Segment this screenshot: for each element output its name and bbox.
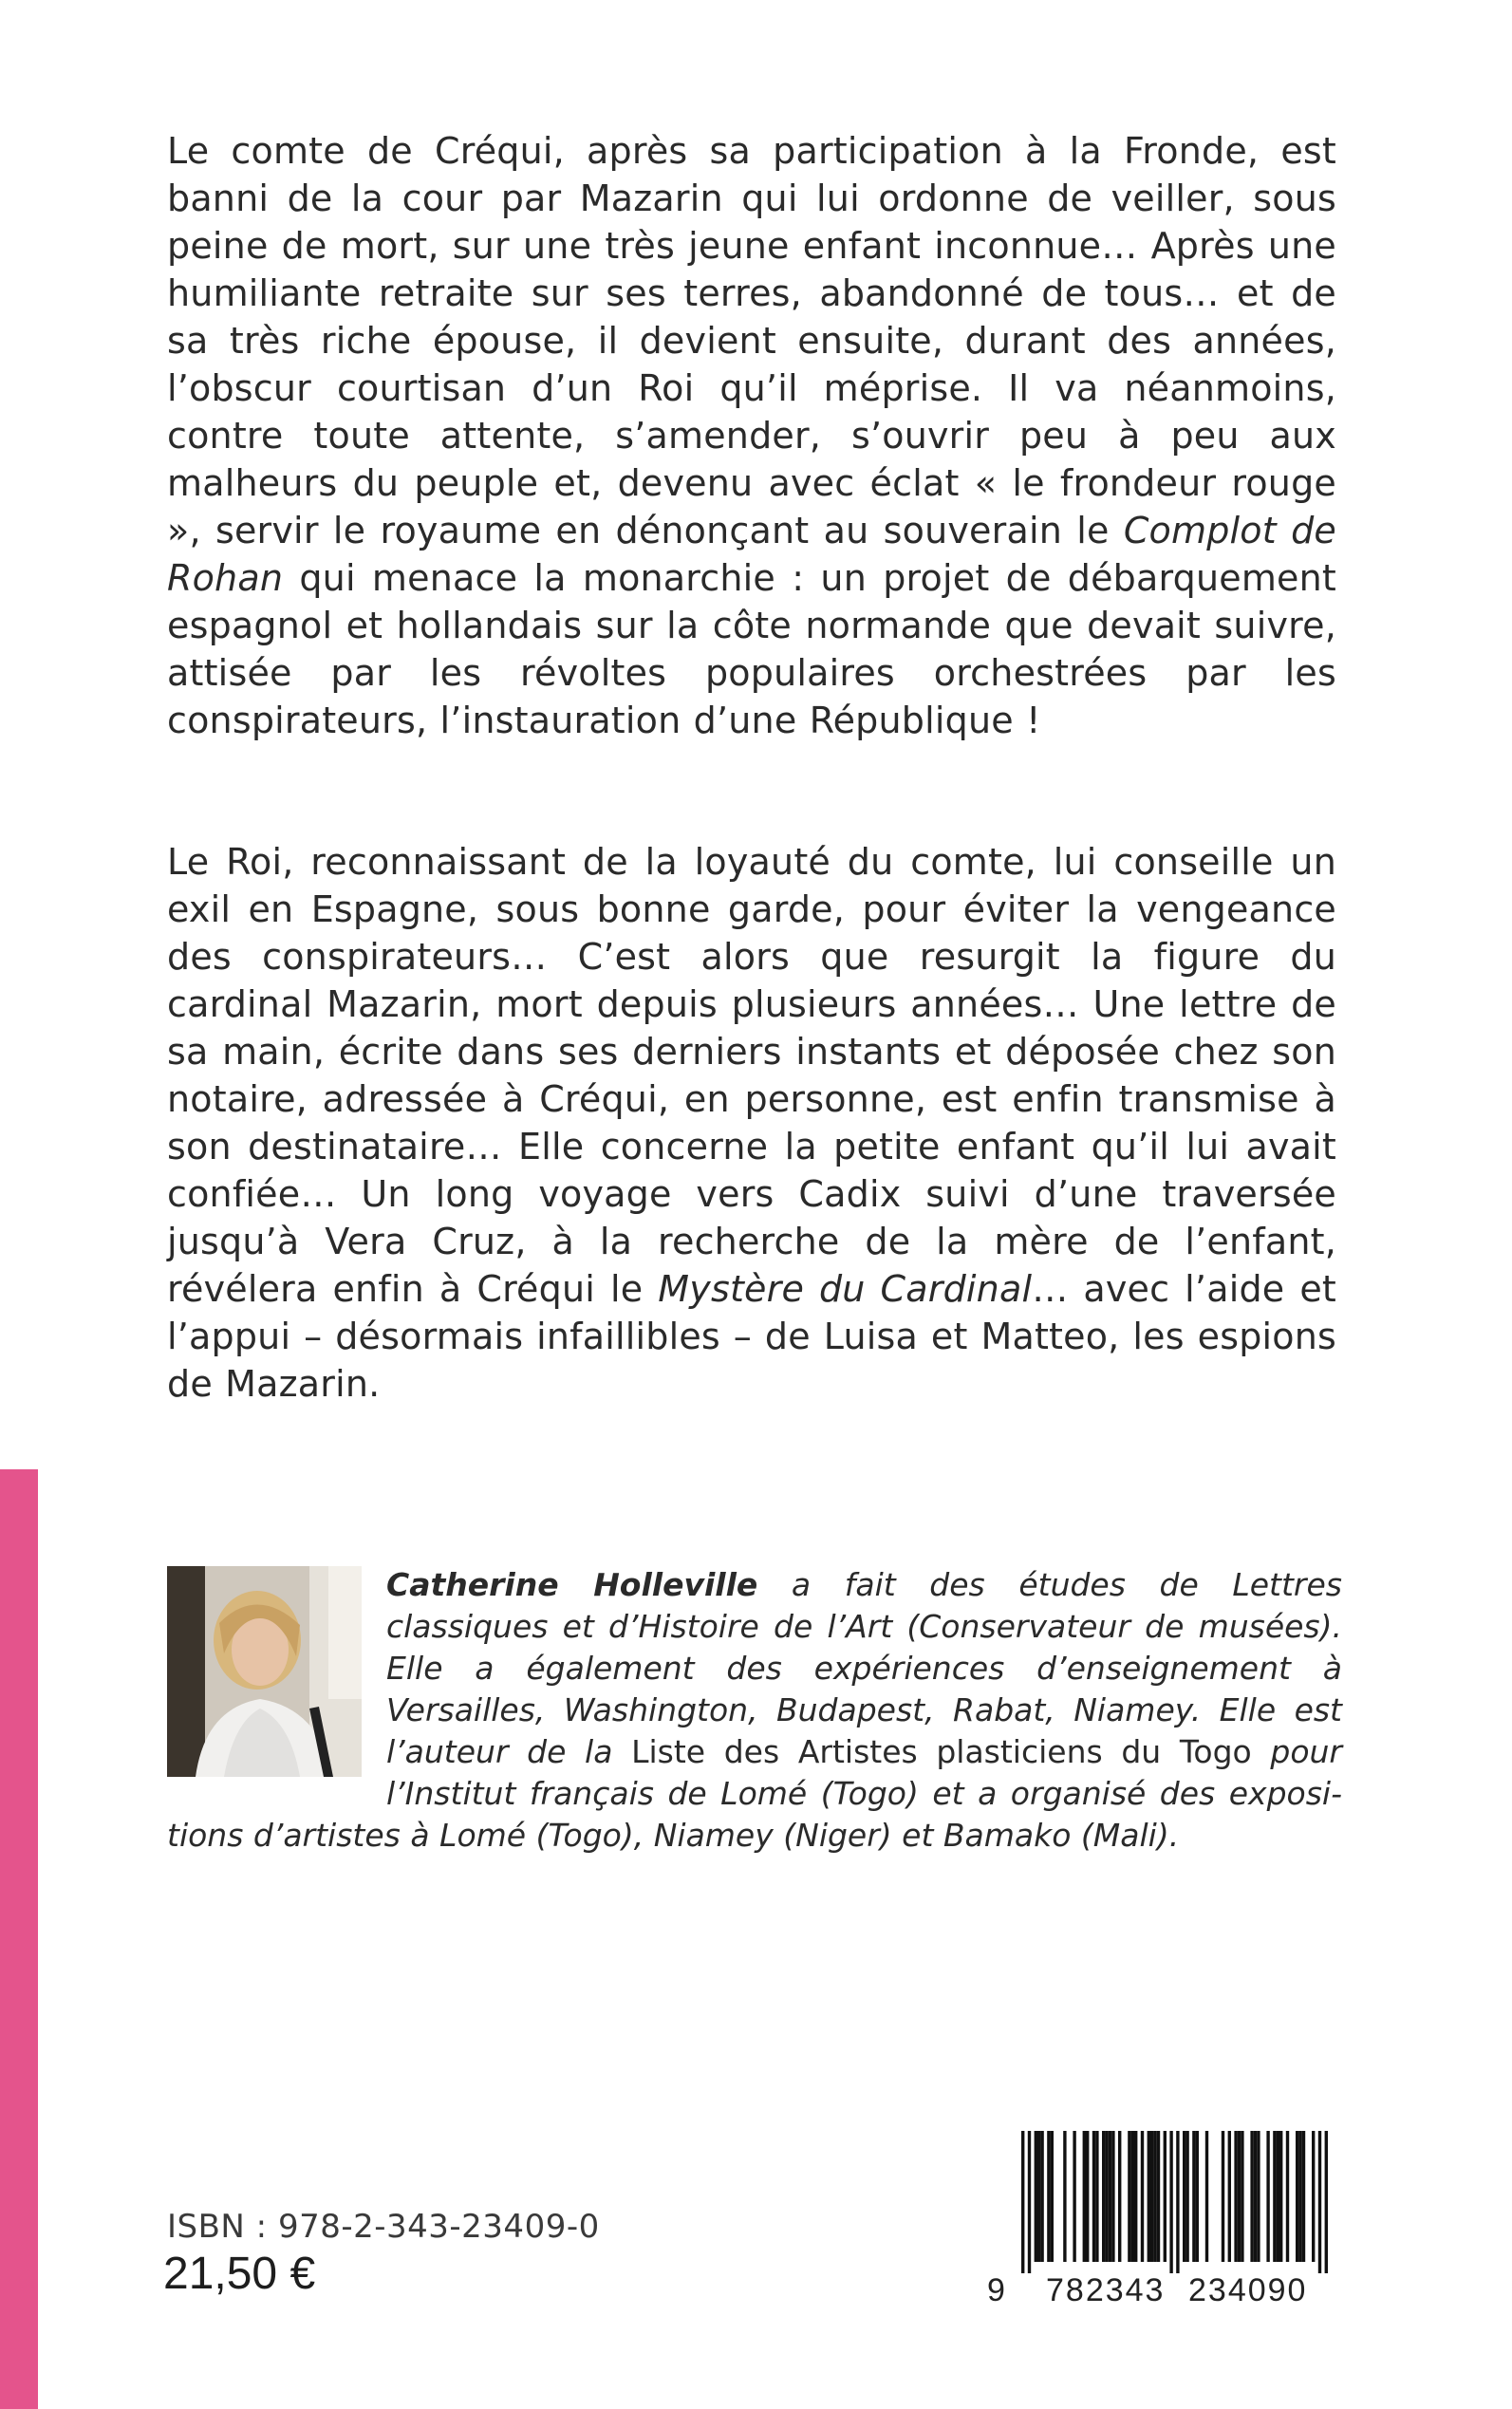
barcode-bar	[1279, 2131, 1282, 2262]
barcode-bar	[1183, 2131, 1185, 2262]
barcode-bar	[1153, 2131, 1156, 2262]
author-photo	[167, 1566, 362, 1777]
synopsis-paragraph-2	[167, 838, 1336, 1408]
barcode-bar	[1192, 2131, 1195, 2262]
barcode-bar	[1037, 2131, 1040, 2262]
barcode-bar	[1286, 2131, 1289, 2262]
barcode-bar	[1277, 2131, 1279, 2262]
barcode-bar	[1131, 2131, 1134, 2262]
barcode-bar	[1241, 2131, 1243, 2262]
barcode-bar	[1086, 2131, 1089, 2262]
accent-bar	[0, 1469, 38, 2409]
barcode-bar	[1238, 2131, 1241, 2262]
barcode-bar	[1111, 2131, 1114, 2262]
barcode-lead-digit: 9	[987, 2272, 1007, 2308]
author-name: Catherine Holleville	[386, 1566, 758, 1603]
barcode-bar	[1185, 2131, 1188, 2262]
barcode-guard-bar	[1176, 2131, 1179, 2273]
barcode-guard-bar	[1028, 2131, 1031, 2273]
barcode-bar	[1196, 2131, 1199, 2262]
barcode-bar	[1222, 2131, 1224, 2262]
synopsis-text: … avec l’aide et l’appui – désormais infaillibles – de Luisa et Matteo, les espions de Mazarin.	[167, 1268, 1336, 1405]
barcode-bar	[1105, 2131, 1108, 2262]
barcode	[987, 2131, 1348, 2316]
barcode-bar	[1228, 2131, 1231, 2262]
author-portrait-image	[167, 1566, 362, 1777]
barcode-bar	[1040, 2131, 1043, 2262]
barcode-bar	[1273, 2131, 1276, 2262]
barcode-bar	[1134, 2131, 1137, 2262]
barcode-bar	[1150, 2131, 1153, 2262]
barcode-bar	[1205, 2131, 1208, 2262]
barcode-bar	[1118, 2131, 1121, 2262]
barcode-bar	[1250, 2131, 1253, 2262]
barcode-bar	[1266, 2131, 1269, 2262]
synopsis-text: qui menace la monarchie : un projet de débarquement espagnol et hollandais sur la côte normande que devait suivre, attisée par les révoltes populaires orchestrées par les conspirateurs, l’instauration d’une République !	[167, 557, 1336, 741]
book-title-italic: Mystère du Cardinal	[658, 1268, 1033, 1310]
book-title-italic: Complot de Rohan	[167, 510, 1336, 599]
author-work-title: Liste des Artistes plasticiens du Togo	[631, 1733, 1252, 1770]
barcode-bar	[1051, 2131, 1054, 2262]
synopsis-text: Le Roi, reconnaissant de la loyauté du comte, lui conseille un exil en Espagne, sous bonne garde, pour éviter la vengeance des conspirateurs… C’est alors que resurgit la figure du cardinal Mazarin, mort depuis plusieurs années… Une lettre de sa main, écrite dans ses derniers instants et déposée chez son notaire, adressée à Créqui, en personne, est enfin transmise à son destinataire… Elle concerne la petite enfant qu’il lui avait confiée… Un long voyage vers Cadix suivi d’une traversée jusqu’à Vera Cruz, à la recherche de la mère de l’enfant, révélera enfin à Créqui le	[167, 841, 1336, 1310]
barcode-bar	[1298, 2131, 1301, 2262]
barcode-bar	[1047, 2131, 1050, 2262]
barcode-bar	[1257, 2131, 1260, 2262]
barcode-bar	[1035, 2131, 1037, 2262]
barcode-bar	[1083, 2131, 1086, 2262]
isbn-label: ISBN : 978-2-343-23409-0	[167, 2208, 600, 2246]
author-bio	[167, 1564, 1342, 1857]
price-label: 21,50 €	[163, 2249, 316, 2299]
barcode-bar	[1102, 2131, 1105, 2262]
barcode-bar	[1128, 2131, 1130, 2262]
synopsis-text: Le comte de Créqui, après sa participation à la Fronde, est banni de la cour par Mazarin qui lui ordonne de veiller, sous peine de mort, sur une très jeune enfant inconnue… Après une humiliante retraite sur ses terres, abandonné de tous… et de sa très riche épouse, il devient ensuite, durant des années, l’obscur courtisan d’un Roi qu’il méprise. Il va néanmoins, contre toute attente, s’amender, s’ouvrir peu à peu aux malheurs du peuple et, devenu avec éclat « le frondeur rouge », servir le royaume en dénonçant au souverain le	[167, 130, 1336, 551]
barcode-bar	[1073, 2131, 1075, 2262]
barcode-guard-bar	[1021, 2131, 1024, 2273]
barcode-bar	[1312, 2131, 1315, 2262]
barcode-guard-bar	[1169, 2131, 1172, 2273]
barcode-bar	[1234, 2131, 1237, 2262]
synopsis-paragraph-1	[167, 127, 1336, 744]
barcode-right-digits: 234090	[1188, 2272, 1308, 2308]
barcode-left-digits: 782343	[1046, 2272, 1166, 2308]
barcode-bar	[1092, 2131, 1095, 2262]
barcode-bar	[1157, 2131, 1160, 2262]
barcode-bar	[1109, 2131, 1111, 2262]
barcode-bar	[1095, 2131, 1098, 2262]
barcode-bar	[1148, 2131, 1150, 2262]
barcode-guard-bar	[1318, 2131, 1321, 2273]
barcode-bars	[987, 2131, 1348, 2273]
barcode-bar	[1296, 2131, 1298, 2262]
barcode-bar	[1141, 2131, 1144, 2262]
barcode-bar	[1164, 2131, 1167, 2262]
barcode-bar	[1063, 2131, 1066, 2262]
barcode-guard-bar	[1325, 2131, 1328, 2273]
author-bio-text: a fait des études de Lettres classiques et d’Histoire de l’Art (Conservateur de musées). Elle a également des expériences d’enseignement à Versailles, Washington, Budapest, Rabat, Niamey. Elle est l’auteur de la	[386, 1566, 1343, 1770]
barcode-bar	[1302, 2131, 1305, 2262]
author-bio-text: pour l’Institut français de Lomé (Togo) et a organisé des expositions d’artistes à Lomé (Togo), Niamey (Niger) et Bamako (Mali).	[167, 1733, 1342, 1854]
barcode-bar	[1254, 2131, 1257, 2262]
